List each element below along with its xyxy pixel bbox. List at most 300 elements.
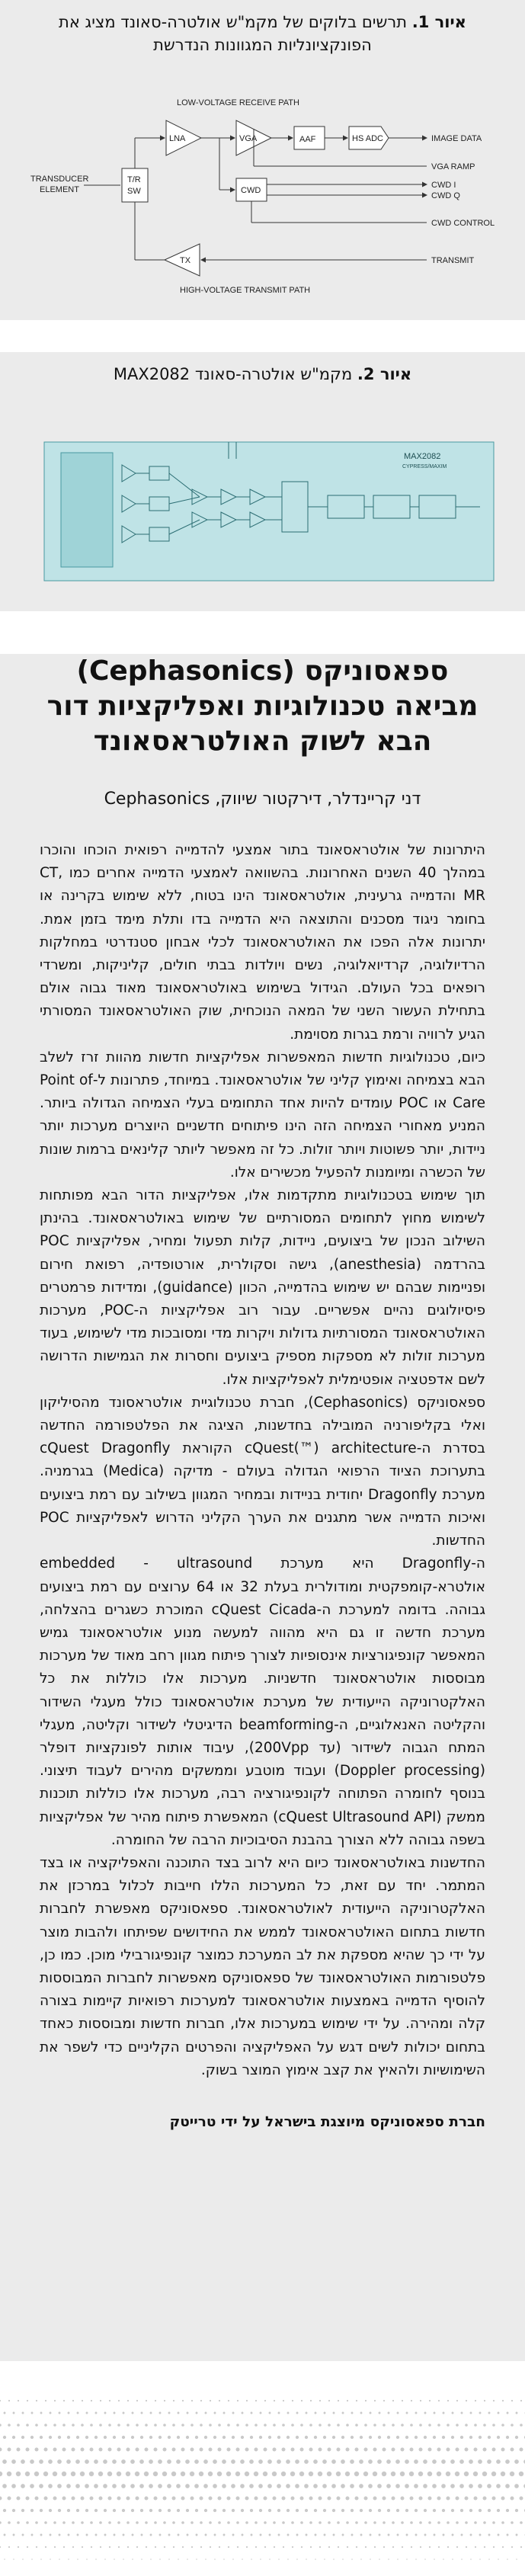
decorative-dot: [283, 2400, 284, 2401]
decorative-dot: [455, 2472, 459, 2476]
decorative-dot: [437, 2424, 440, 2427]
decorative-dot: [319, 2521, 322, 2524]
decorative-dot: [181, 2497, 185, 2501]
decorative-dot: [154, 2424, 157, 2427]
decorative-dot: [246, 2546, 248, 2548]
decorative-dot: [387, 2509, 390, 2512]
decorative-dot: [332, 2509, 335, 2512]
decorative-dot: [219, 2546, 220, 2548]
decorative-dot: [446, 2472, 450, 2476]
decorative-dot: [429, 2400, 431, 2401]
figure-1-caption-text: תרשים בלוקים של מקמ"ש אולטרה-סאונד מציג את הפונקציונליות המגוונות הנדרשת: [59, 13, 408, 54]
decorative-dot: [162, 2472, 167, 2476]
decorative-dot: [3, 2509, 6, 2512]
decorative-dot: [520, 2546, 522, 2548]
decorative-dot: [150, 2412, 152, 2414]
decorative-dot: [17, 2424, 20, 2427]
decorative-dot: [322, 2484, 327, 2488]
decorative-dot: [498, 2558, 499, 2560]
decorative-dot: [267, 2484, 272, 2488]
decorative-dot: [213, 2484, 217, 2488]
decorative-dot: [27, 2400, 28, 2401]
decorative-dot: [209, 2448, 213, 2452]
decorative-dot: [474, 2424, 477, 2427]
decorative-dot: [241, 2436, 244, 2439]
decorative-dot: [511, 2448, 514, 2452]
decorative-dot: [337, 2424, 340, 2427]
decorative-dot: [118, 2400, 120, 2401]
decorative-dot: [200, 2521, 203, 2524]
decorative-dot: [482, 2472, 487, 2476]
decorative-dot: [333, 2558, 335, 2560]
decorative-dot: [397, 2558, 399, 2560]
decorative-dot: [263, 2472, 267, 2476]
decorative-dot: [44, 2424, 47, 2427]
decorative-dot: [195, 2509, 198, 2512]
decorative-dot: [269, 2534, 271, 2536]
decorative-dot: [54, 2546, 56, 2548]
decorative-dot: [114, 2534, 116, 2536]
decorative-dot: [470, 2558, 472, 2560]
decorative-dot: [447, 2424, 450, 2427]
decorative-dot: [337, 2521, 340, 2524]
decorative-dot: [31, 2534, 34, 2536]
decorative-dot: [364, 2497, 368, 2501]
decorative-dot: [81, 2448, 85, 2452]
decorative-dot: [269, 2558, 271, 2560]
transmit-path-label: HIGH-VOLTAGE TRANSMIT PATH: [180, 286, 311, 295]
decorative-dot: [351, 2509, 354, 2512]
decorative-dot: [501, 2424, 504, 2427]
decorative-dot: [501, 2472, 505, 2476]
decorative-dot: [94, 2484, 98, 2488]
decorative-dot: [241, 2509, 244, 2512]
decorative-dot: [163, 2424, 166, 2427]
decorative-dot: [18, 2546, 19, 2548]
decorative-dot: [424, 2534, 427, 2536]
decorative-dot: [332, 2436, 335, 2439]
decorative-dot: [108, 2448, 112, 2452]
image-data-label: IMAGE DATA: [431, 134, 482, 143]
decorative-dot: [245, 2472, 249, 2476]
decorative-dot: [75, 2484, 80, 2488]
decorative-dot: [204, 2509, 207, 2512]
decorative-dot: [406, 2558, 408, 2560]
decorative-dot: [139, 2459, 144, 2464]
decorative-dot: [356, 2400, 357, 2401]
decorative-dot: [90, 2497, 94, 2501]
decorative-dot: [328, 2497, 331, 2501]
decorative-dot: [68, 2534, 70, 2536]
decorative-dot: [287, 2509, 290, 2512]
decorative-dot: [245, 2497, 249, 2501]
decorative-dot: [76, 2509, 79, 2512]
decorative-dot: [400, 2472, 405, 2476]
decorative-dot: [300, 2497, 304, 2501]
decorative-dot: [0, 2472, 2, 2476]
decorative-dot: [411, 2546, 412, 2548]
decorative-dot: [117, 2424, 120, 2427]
decorative-dot: [117, 2497, 121, 2501]
decorative-dot: [450, 2459, 455, 2464]
decorative-dot: [213, 2436, 216, 2439]
decorative-dot: [171, 2472, 176, 2476]
decorative-dot: [410, 2424, 413, 2427]
decorative-dot: [264, 2424, 267, 2427]
decorative-dot: [26, 2424, 29, 2427]
decorative-dot: [483, 2448, 487, 2452]
decorative-dot: [158, 2484, 162, 2488]
decorative-dot: [249, 2484, 254, 2488]
decorative-dot: [130, 2484, 135, 2488]
decorative-dot: [493, 2400, 495, 2401]
decorative-dot: [438, 2546, 440, 2548]
decorative-dot: [286, 2459, 290, 2464]
decorative-dot: [479, 2509, 482, 2512]
decorative-dot: [25, 2472, 30, 2476]
decorative-dot: [123, 2412, 125, 2414]
decorative-dot: [373, 2472, 377, 2476]
article-signature: חברת ספאסוניקס מיוצגת בישראל על ידי טרייטק: [169, 2113, 485, 2130]
decorative-dot: [236, 2497, 240, 2501]
decorative-dot: [140, 2509, 143, 2512]
decorative-dot: [86, 2558, 88, 2560]
decorative-dot: [283, 2546, 284, 2548]
decorative-dot: [31, 2412, 34, 2414]
decorative-dot: [286, 2484, 290, 2488]
decorative-dot: [282, 2448, 286, 2452]
decorative-dot: [4, 2558, 5, 2560]
decorative-dot: [515, 2509, 518, 2512]
article-paragraph: כיום, טכנולוגיות חדשות המאפשרות אפליקציות חדשות מהוות זרז לשלב הבא בצמיחה ואימוץ קליני של אולטראסאונד. במיוחד, פתרונות ל-Point of Care או POC עומדים להיות אחד התחומים בעלי הצמיחה הגדולה ביותר. המניע מאחורי הצמיחה הזה הינו פיתוחים חדשניים היוצרים מערכות יותר ניידות, יותר פשוטות ויותר זולות. כל זה מאפשר ליותר קלינאים ברמות שונות של הכשרה ומיומנות להפעיל מכשירים אלו.: [40, 1049, 485, 1181]
decorative-dot: [296, 2534, 299, 2536]
transducer-label-1: TRANSDUCER: [30, 175, 89, 184]
decorative-dot: [172, 2521, 175, 2524]
hs-adc-label: HS ADC: [352, 134, 383, 143]
decorative-dot: [310, 2546, 312, 2548]
decorative-dot: [520, 2424, 523, 2427]
decorative-dot: [95, 2412, 98, 2414]
decorative-dot: [388, 2558, 389, 2560]
decorative-dot: [104, 2534, 107, 2536]
decorative-dot: [54, 2400, 56, 2401]
decorative-dot: [178, 2558, 179, 2560]
decorative-dot: [191, 2400, 193, 2401]
decorative-dot: [465, 2424, 468, 2427]
block-diagram: [0, 73, 525, 317]
decorative-dot: [140, 2436, 143, 2439]
decorative-dot: [49, 2436, 52, 2439]
decorative-dot: [31, 2558, 33, 2560]
decorative-dot: [328, 2521, 331, 2524]
decorative-dot: [282, 2521, 285, 2524]
decorative-dot: [222, 2484, 226, 2488]
decorative-dot: [368, 2459, 373, 2464]
decorative-dot: [274, 2546, 275, 2548]
decorative-dot: [506, 2509, 509, 2512]
decorative-dot: [122, 2436, 125, 2439]
decorative-dot: [35, 2497, 39, 2501]
decorative-dot: [249, 2459, 254, 2464]
decorative-dot: [245, 2448, 249, 2452]
decorative-dot: [172, 2448, 176, 2452]
decorative-dot: [18, 2400, 19, 2401]
decorative-dot: [237, 2546, 238, 2548]
decorative-dot: [223, 2412, 226, 2414]
decorative-dot: [141, 2558, 142, 2560]
article-paragraph: תוך שימוש בטכנולוגיות מתקדמות אלו, אפליקציות הדור הבא מפותחות לשימוש מחוץ לתחומים המסורתיים של שימוש באולטראסאונד. בהינתן השילוב הנכון של ביצועים, ניידות, קלות תפעול ומחיר, אפליקציות POC בהרדמה (anesthesia), גישה וסקולרית, אורטופדיה, רפואת חירום ופניימות שבהם יש שימוש בהדמייה, הכוון (guidance), ומדידות פרמטרים פיסיולוגים נהיים אפשריים. עבור רוב אפליקציות ה-POC, מערכות האולטראסאונד המסורתיות גדולות ויקרות מדי ומסובכות מדי לשימוש, בעוד מערכות זולות לא מספקות מספיק ביצועים וחסרות את הגמישות הדרושה לשם אדפטציה אופטימלית לאפליקציות אלו.: [40, 1187, 485, 1388]
decorative-dot: [168, 2412, 171, 2414]
decorative-dot: [168, 2509, 171, 2512]
decorative-dot: [346, 2424, 349, 2427]
decorative-dot: [313, 2484, 318, 2488]
decorative-dot: [144, 2472, 149, 2476]
decorative-dot: [109, 2400, 110, 2401]
decorative-dot: [236, 2424, 239, 2427]
decorative-dot: [360, 2436, 363, 2439]
decorative-dot: [141, 2534, 143, 2536]
decorative-dot: [315, 2534, 317, 2536]
decorative-dot: [314, 2436, 317, 2439]
decorative-dot: [511, 2400, 513, 2401]
decorative-dot: [479, 2436, 482, 2439]
decorative-dot: [388, 2412, 390, 2414]
decorative-dot: [373, 2424, 376, 2427]
decorative-dot: [287, 2436, 290, 2439]
decorative-dot: [181, 2521, 184, 2524]
decorative-dot: [214, 2558, 216, 2560]
decorative-dot: [337, 2497, 341, 2501]
decorative-dot: [90, 2521, 93, 2524]
decorative-dot: [108, 2497, 112, 2501]
decorative-dot: [39, 2484, 43, 2488]
decorative-dot: [190, 2497, 194, 2501]
decorative-dot: [379, 2412, 381, 2414]
decorative-dot: [369, 2509, 372, 2512]
figure-1-panel: [0, 0, 525, 320]
decorative-dot: [475, 2546, 476, 2548]
decorative-dot: [419, 2448, 423, 2452]
tr-switch-label-2: SW: [127, 187, 141, 196]
decorative-dot: [90, 2424, 93, 2427]
decorative-dot: [136, 2448, 139, 2452]
decorative-dot: [8, 2521, 11, 2524]
decorative-dot: [359, 2484, 363, 2488]
decorative-dot: [218, 2497, 222, 2501]
decorative-dot: [122, 2509, 125, 2512]
decorative-dot: [154, 2521, 157, 2524]
decorative-dot: [246, 2400, 248, 2401]
decorative-dot: [322, 2459, 327, 2464]
decorative-dot: [511, 2546, 513, 2548]
decorative-dot: [409, 2472, 414, 2476]
decorative-dot: [100, 2546, 101, 2548]
decorative-dot: [259, 2509, 262, 2512]
decorative-dot: [360, 2509, 363, 2512]
decorative-dot: [370, 2534, 372, 2536]
decorative-dot: [346, 2448, 350, 2452]
decorative-dot: [8, 2497, 11, 2501]
decorative-dot: [26, 2497, 30, 2501]
decorative-dot: [383, 2521, 386, 2524]
decorative-dot: [515, 2436, 518, 2439]
decorative-dot: [231, 2484, 235, 2488]
decorative-dot: [254, 2472, 258, 2476]
decorative-dot: [121, 2484, 126, 2488]
decorative-dot: [126, 2448, 130, 2452]
decorative-dot: [415, 2534, 418, 2536]
decorative-dot: [469, 2484, 473, 2488]
decorative-dot: [40, 2509, 43, 2512]
decorative-dot: [118, 2546, 120, 2548]
decorative-dot: [4, 2412, 6, 2414]
receive-path-label: LOW-VOLTAGE RECEIVE PATH: [177, 98, 299, 107]
decorative-dot: [492, 2521, 495, 2524]
decorative-dot: [451, 2509, 454, 2512]
decorative-dot: [149, 2459, 153, 2464]
decorative-dot: [196, 2558, 197, 2560]
decorative-dot: [465, 2497, 469, 2501]
decorative-dot: [295, 2459, 299, 2464]
decorative-dot: [452, 2558, 453, 2560]
decorative-dot: [204, 2436, 207, 2439]
decorative-dot: [268, 2436, 271, 2439]
decorative-dot: [401, 2521, 404, 2524]
decorative-dot: [8, 2448, 11, 2452]
decorative-dot: [209, 2424, 212, 2427]
decorative-dot: [461, 2558, 463, 2560]
decorative-dot: [145, 2448, 149, 2452]
decorative-dot: [397, 2534, 399, 2536]
decorative-dot: [379, 2534, 381, 2536]
decorative-dot: [309, 2472, 313, 2476]
decorative-dot: [346, 2521, 349, 2524]
decorative-dot: [391, 2472, 395, 2476]
decorative-dot: [76, 2436, 79, 2439]
decorative-dot: [342, 2534, 344, 2536]
decorative-dot: [402, 2546, 403, 2548]
decorative-dot: [194, 2484, 199, 2488]
decorative-dot: [146, 2546, 147, 2548]
decorative-dot: [428, 2448, 432, 2452]
decorative-dot: [259, 2436, 262, 2439]
decorative-dot: [278, 2412, 280, 2414]
decorative-dot: [153, 2472, 158, 2476]
decorative-dot: [396, 2436, 399, 2439]
decorative-dot: [327, 2472, 331, 2476]
decorative-dot: [59, 2558, 60, 2560]
decorative-dot: [281, 2472, 286, 2476]
decorative-dot: [338, 2546, 339, 2548]
decorative-dot: [306, 2534, 308, 2536]
decorative-dot: [81, 2497, 85, 2501]
decorative-dot: [278, 2558, 280, 2560]
decorative-dot: [273, 2497, 277, 2501]
decorative-dot: [461, 2412, 463, 2414]
decorative-dot: [123, 2534, 125, 2536]
decorative-dot: [40, 2436, 43, 2439]
decorative-dot: [8, 2424, 11, 2427]
decorative-dot: [187, 2534, 189, 2536]
decorative-dot: [223, 2534, 226, 2536]
decorative-dot: [59, 2412, 61, 2414]
decorative-dot: [487, 2484, 491, 2488]
decorative-dot: [95, 2558, 97, 2560]
decorative-dot: [85, 2436, 88, 2439]
decorative-dot: [8, 2400, 10, 2401]
decorative-dot: [456, 2497, 459, 2501]
decorative-dot: [21, 2459, 25, 2464]
vga-ramp-label: VGA RAMP: [431, 162, 475, 171]
decorative-dot: [154, 2448, 158, 2452]
decorative-dot: [428, 2521, 431, 2524]
decorative-dot: [39, 2459, 43, 2464]
decorative-dot: [377, 2484, 382, 2488]
decorative-dot: [228, 2546, 229, 2548]
decorative-dot: [40, 2412, 43, 2414]
decorative-dot: [424, 2412, 427, 2414]
decorative-dot: [172, 2424, 175, 2427]
cwd-control-label: CWD CONTROL: [431, 219, 495, 228]
decorative-dot: [405, 2436, 408, 2439]
decorative-dot: [341, 2484, 345, 2488]
decorative-dot: [210, 2400, 211, 2401]
decorative-dot: [333, 2534, 335, 2536]
decorative-dot: [488, 2509, 491, 2512]
decorative-dot: [401, 2497, 405, 2501]
decorative-dot: [62, 2497, 66, 2501]
decorative-dot: [383, 2400, 385, 2401]
decorative-dot: [209, 2497, 213, 2501]
decorative-dot: [405, 2459, 409, 2464]
decorative-dot: [342, 2558, 344, 2560]
decorative-dot: [373, 2497, 377, 2501]
decorative-dot: [479, 2412, 482, 2414]
decorative-dot: [328, 2400, 330, 2401]
chip-diagram: [0, 405, 525, 596]
decorative-dot: [342, 2412, 344, 2414]
decorative-dot: [98, 2472, 103, 2476]
decorative-dot: [27, 2546, 28, 2548]
decorative-dot: [310, 2400, 312, 2401]
decorative-dot: [13, 2412, 15, 2414]
decorative-dot: [117, 2521, 120, 2524]
decorative-dot: [291, 2521, 294, 2524]
decorative-dot: [473, 2472, 478, 2476]
decorative-dot: [323, 2509, 326, 2512]
decorative-dot: [478, 2484, 482, 2488]
decorative-dot: [227, 2521, 230, 2524]
decorative-dot: [324, 2558, 325, 2560]
decorative-dot: [7, 2472, 11, 2476]
decorative-dot: [0, 2497, 2, 2501]
decorative-dot: [300, 2521, 303, 2524]
decorative-dot: [392, 2400, 394, 2401]
decorative-dot: [378, 2436, 381, 2439]
decorative-dot: [94, 2509, 98, 2512]
decorative-dot: [469, 2436, 472, 2439]
cwd-i-label: CWD I: [431, 181, 456, 190]
decorative-dot: [208, 2472, 213, 2476]
decorative-dot: [392, 2497, 395, 2501]
decorative-dot: [337, 2448, 341, 2452]
decorative-dot: [126, 2521, 130, 2524]
decorative-dot: [319, 2448, 322, 2452]
decorative-dot: [172, 2497, 176, 2501]
decorative-dot: [50, 2412, 52, 2414]
decorative-dot: [126, 2497, 130, 2501]
decorative-dot: [40, 2558, 42, 2560]
